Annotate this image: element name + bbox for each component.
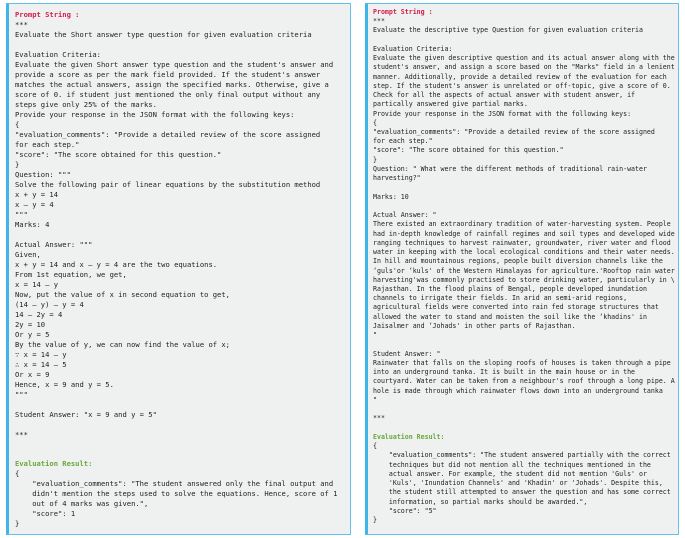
prompt-body: *** Evaluate the Short answer type question for given evaluation criteria Evaluation Criteria: Evaluate the given Short answer type question and the student's answer and provide a score as per the mark field provided. If the student's answer matches the actual answers, assign the specified marks. Otherwise, give a score of 0. if student just mentioned the only final output without any steps give only 25% of the marks. Provide your response in the JSON format with the following keys: { "evaluation_comments": "Provide a detailed review of the score assigned for each step." "score": "The score obtained for this question." } Question: """ Solve the following pair of linear equations by the substitution method x + y = 14 x – y = 4 """ Marks: 4 Actual Answer: """ Given, x + y = 14 and x – y = 4 are the two equations. From 1st equation, we get, x = 14 – y Now, put the value of x in second equation to get, (14 – y) – y = 4 14 – 2y = 4 2y = 10 Or y = 5 By the value of y, we can now find the value of x; ∵ x = 14 – y ∴ x = 14 – 5 Or x = 9 Hence, x = 9 and y = 5. """ Student Answer: "x = 9 and y = 5" *** [15, 20, 334, 439]
evaluation-result-json: { "evaluation_comments": "The student answered only the final output and didn't mention the steps used to solve the equations. Hence, score of 1 out of 4 marks was given.", "score": 1 } [15, 469, 338, 528]
evaluation-result-label: Evaluation Result: [373, 433, 445, 441]
prompt-string-label: Prompt String : [373, 8, 433, 16]
evaluation-result-label: Evaluation Result: [15, 459, 93, 468]
descriptive-evaluation-panel [365, 3, 679, 535]
short-answer-evaluation-panel [6, 3, 351, 535]
evaluation-result-json: { "evaluation_comments": "The student answered partially with the correct techniques but did not mention all the techniques mentioned in the actual answer. For example, the student did not mention 'Guls' or 'Kuls', 'Inundation Channels' and 'Khadin' or 'Johads'. Despite this, the student still attempted to answer the question and has some correct information, so partial marks should be awarded.", "score": "5" } [373, 442, 671, 525]
prompt-string-label: Prompt String : [15, 10, 80, 19]
prompt-body: *** Evaluate the descriptive type Question for given evaluation criteria Evaluation Criteria: Evaluate the given descriptive question and its actual answer along with the student's answer, and assign a score based on the "Marks" field in a lenient manner. Additionally, provide a detailed review of the evaluation for each step. If the student's answer is unrelated or off-topic, give a score of 0. Check for all the aspects of actual answer with student answer, if partically answered give partial marks. Provide your response in the JSON format with the following keys: { "evaluation_comments": "Provide a detailed review of the score assigned for each step." "score": "The score obtained for this question." } Question: " What were the different methods of traditional rain-water harvesting?" Marks: 10 Actual Answer: " There existed an extraordinary tradition of water-harvesting system. People had in-depth knowledge of rainfall regimes and soil types and developed wide ranging techniques to harvest rainwater, groundwater, river water and flood water in keeping with the local ecological conditions and their water needs. In hill and mountainous regions, people built diversion channels like the ‘guls'or ‘kuls' of the Western Himalayas for agriculture.'Rooftop rain water harvesting'was commonly practised to store drinking water, particularly in \ Rajasthan. In the flood plains of Bengal, people developed inundation channels to irrigate their fields. In arid an semi-arid regions, agricultural fields were converted into rain fed storage structures that allowed the water to stand and moisten the soil like the ‘khadins' in Jaisalmer and ‘Johads' in other parts of Rajasthan. " Student Answer: " Rainwater that falls on the sloping roofs of houses is taken through a pipe into an underground tanka. It is built in the main house or in the courtyard. Water can be taken from a neighbour's roof through a long pipe. A hole is made through which rainwater flows down into an underground tanka " *** [373, 17, 675, 423]
